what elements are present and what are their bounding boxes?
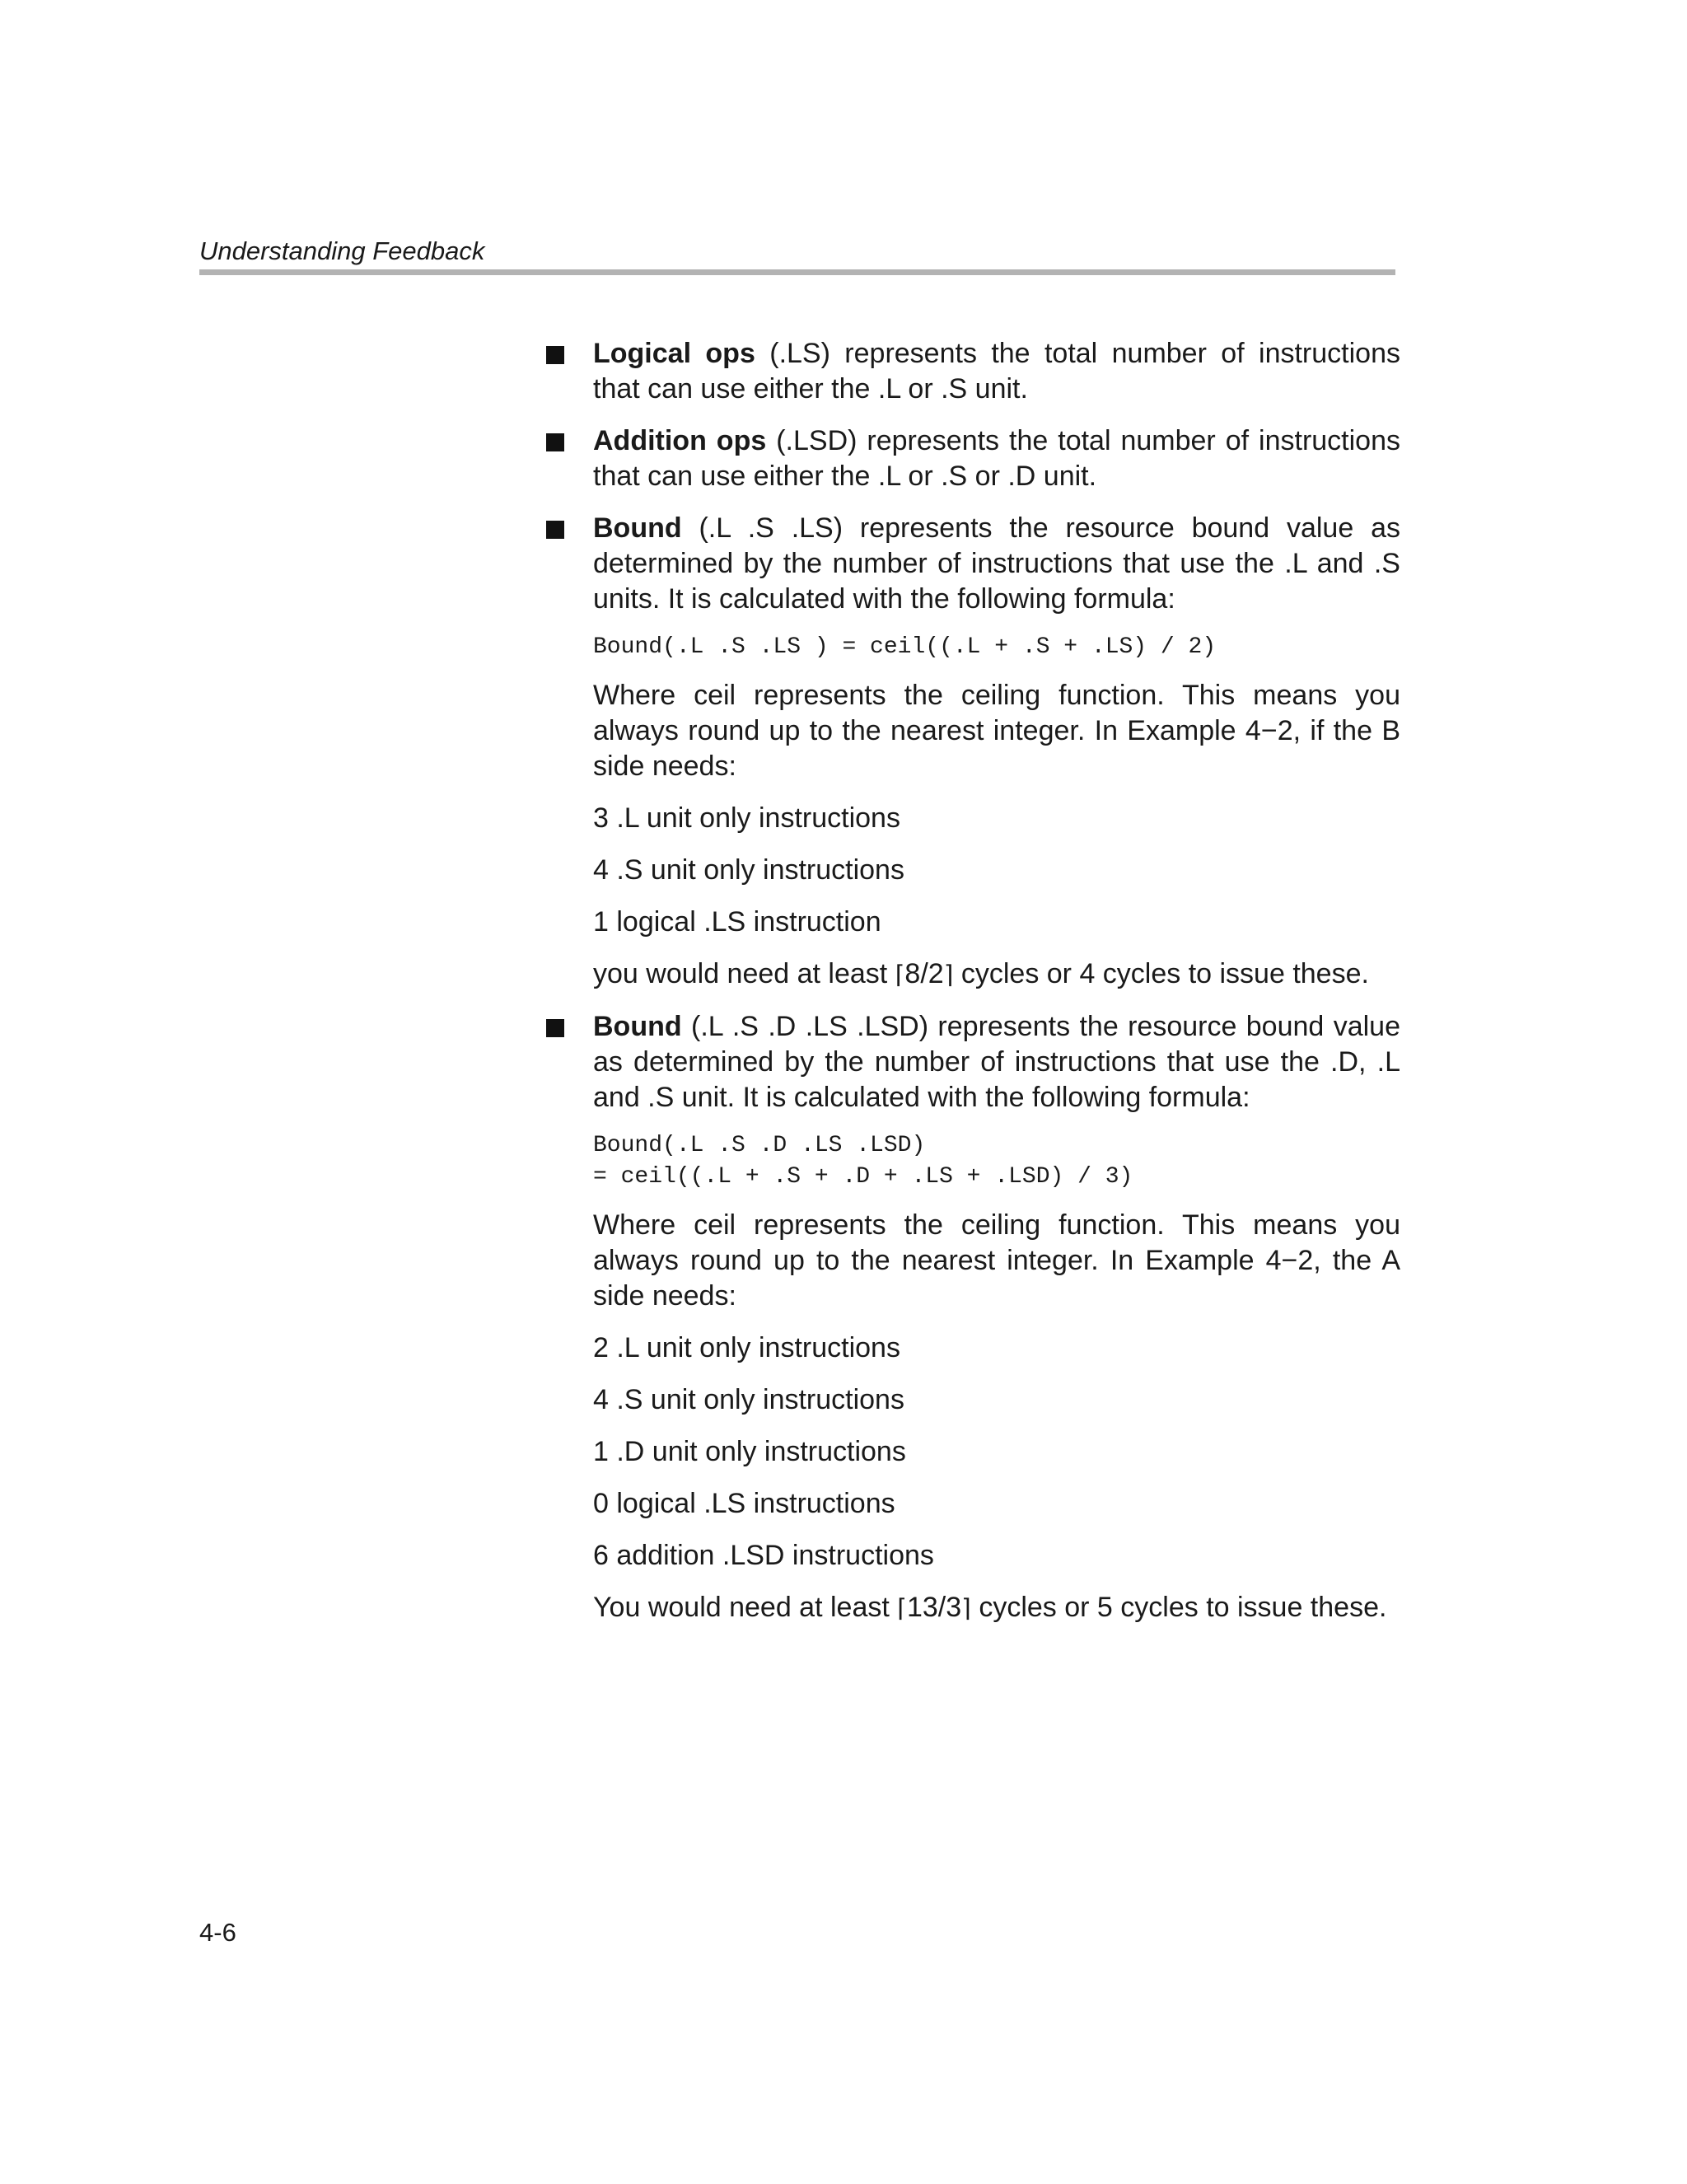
count-line: 1 logical .LS instruction: [593, 906, 881, 938]
page-header-title: Understanding Feedback: [199, 236, 485, 265]
bullet-text: (.LS) represents the total number of instructions that can use either the .L or .S unit.: [593, 338, 1400, 405]
explanation-paragraph: Where ceil represents the ceiling function. This means you always round up to the nearest integer. In Example 4−2, if the B side needs:: [593, 680, 1400, 782]
bullet-item-bound-ls: [544, 511, 1400, 993]
ceil-close-symbol: ⌉: [961, 1594, 971, 1623]
bullet-text: (.L .S .D .LS .LSD) represents the resource bound value as determined by the number of instructions that use the .D, .L and .S unit. It is calculated with the following formula:: [593, 1011, 1400, 1113]
bullet-term: Bound: [593, 1011, 682, 1042]
count-line: 0 logical .LS instructions: [593, 1488, 895, 1519]
conclusion-text: you would need at least: [593, 958, 895, 989]
ceil-close-symbol: ⌉: [943, 961, 954, 989]
bullet-item-addition-ops: [544, 423, 1400, 494]
header-rule: [199, 269, 1395, 275]
conclusion-paragraph: [593, 1590, 1400, 1626]
bullet-text: (.L .S .LS) represents the resource bound value as determined by the number of instructions that use the .L and .S units. It is calculated with the following formula:: [593, 512, 1400, 615]
bullet-item-bound-lsd: [544, 1009, 1400, 1626]
ceil-open-symbol: ⌈: [895, 961, 905, 989]
formula-line: Bound(.L .S .D .LS .LSD): [593, 1133, 926, 1158]
bullet-term: Addition ops: [593, 425, 767, 456]
count-line: 4 .S unit only instructions: [593, 1384, 904, 1415]
count-line: 6 addition .LSD instructions: [593, 1540, 934, 1571]
bullet-paragraph: [593, 336, 1400, 407]
bullet-item-logical-ops: [544, 336, 1400, 407]
conclusion-text: cycles or 5 cycles to issue these.: [970, 1592, 1387, 1623]
ceil-value: 8/2: [904, 958, 944, 989]
conclusion-text: cycles or 4 cycles to issue these.: [953, 958, 1369, 989]
ceil-value: 13/3: [906, 1592, 962, 1623]
formula-line: = ceil((.L + .S + .D + .LS + .LSD) / 3): [593, 1164, 1133, 1190]
bullet-paragraph: [593, 423, 1400, 494]
bullet-paragraph: [593, 1009, 1400, 1115]
page-number: 4-6: [199, 1918, 236, 1947]
count-line: 4 .S unit only instructions: [593, 854, 904, 886]
formula-line: Bound(.L .S .LS ) = ceil((.L + .S + .LS) / 2): [593, 634, 1217, 660]
content-body: [544, 336, 1400, 1643]
bullet-square-icon: [546, 433, 564, 451]
count-line: 1 .D unit only instructions: [593, 1436, 906, 1467]
conclusion-text: You would need at least: [593, 1592, 898, 1623]
bullet-term: Logical ops: [593, 338, 755, 369]
bullet-square-icon: [546, 521, 564, 539]
count-line: 3 .L unit only instructions: [593, 802, 900, 834]
bullet-text: (.LSD) represents the total number of instructions that can use either the .L or .S or .D unit.: [593, 425, 1400, 492]
bullet-square-icon: [546, 346, 564, 364]
count-line: 2 .L unit only instructions: [593, 1332, 900, 1363]
bullet-square-icon: [546, 1019, 564, 1037]
bullet-paragraph: [593, 511, 1400, 617]
explanation-paragraph: Where ceil represents the ceiling function. This means you always round up to the nearest integer. In Example 4−2, the A side needs:: [593, 1209, 1400, 1312]
conclusion-paragraph: [593, 956, 1400, 993]
bullet-term: Bound: [593, 512, 682, 544]
ceil-open-symbol: ⌈: [897, 1594, 907, 1623]
